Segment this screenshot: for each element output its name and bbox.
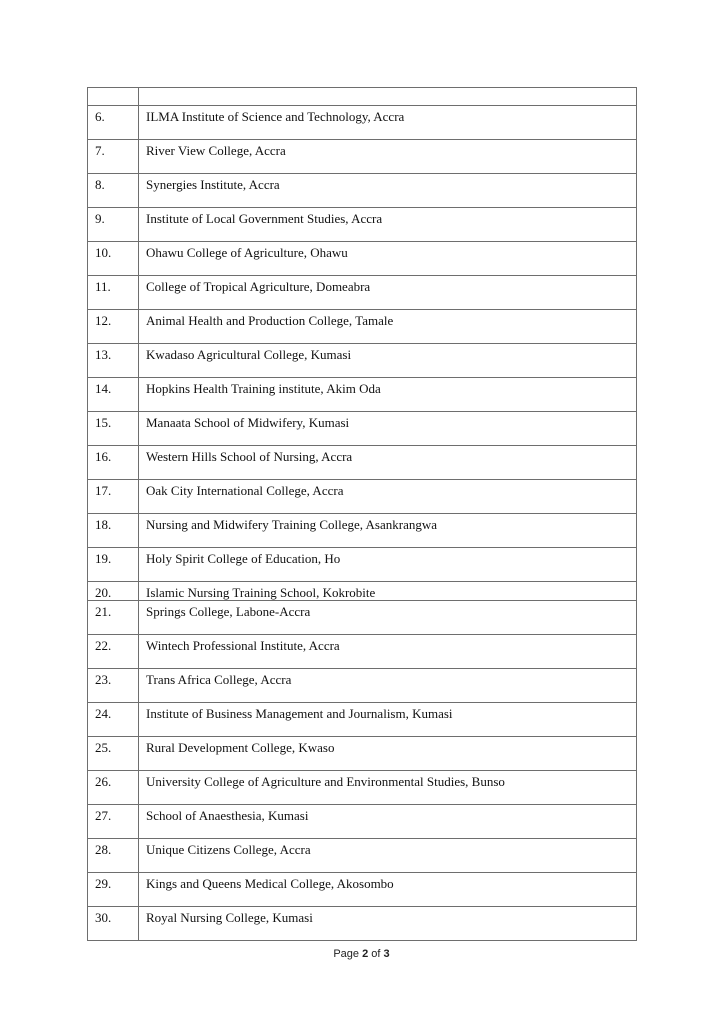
row-number: 11. [88, 276, 139, 310]
row-number: 15. [88, 412, 139, 446]
table-row [88, 737, 637, 771]
table-row [88, 582, 637, 601]
row-number: 30. [88, 907, 139, 941]
table-row [88, 514, 637, 548]
table-row [88, 601, 637, 635]
institution-name: College of Tropical Agriculture, Domeabra [139, 276, 637, 310]
institution-name: Royal Nursing College, Kumasi [139, 907, 637, 941]
table-row [88, 412, 637, 446]
row-number: 20. [88, 582, 139, 601]
row-number: 12. [88, 310, 139, 344]
institution-name: ILMA Institute of Science and Technology, Accra [139, 106, 637, 140]
row-number: 14. [88, 378, 139, 412]
page-footer [0, 948, 723, 960]
table-row [88, 208, 637, 242]
row-number: 10. [88, 242, 139, 276]
row-number: 26. [88, 771, 139, 805]
table-row [88, 635, 637, 669]
footer-page-word: Page [333, 948, 360, 960]
row-number: 16. [88, 446, 139, 480]
institution-name: Unique Citizens College, Accra [139, 839, 637, 873]
blank-cell [139, 88, 637, 106]
institution-name: Ohawu College of Agriculture, Ohawu [139, 242, 637, 276]
institution-name: Manaata School of Midwifery, Kumasi [139, 412, 637, 446]
institution-name: Nursing and Midwifery Training College, Asankrangwa [139, 514, 637, 548]
row-number: 13. [88, 344, 139, 378]
row-number: 6. [88, 106, 139, 140]
footer-total-pages: 3 [383, 948, 390, 960]
table-row [88, 344, 637, 378]
table-row [88, 446, 637, 480]
row-number: 8. [88, 174, 139, 208]
table-row [88, 140, 637, 174]
institution-name: Wintech Professional Institute, Accra [139, 635, 637, 669]
table-row [88, 669, 637, 703]
table-row [88, 242, 637, 276]
row-number: 7. [88, 140, 139, 174]
table-row [88, 378, 637, 412]
institution-name: Oak City International College, Accra [139, 480, 637, 514]
table-row [88, 805, 637, 839]
institutions-table-body [88, 88, 637, 941]
institution-name: Islamic Nursing Training School, Kokrobite [139, 582, 637, 601]
row-number: 25. [88, 737, 139, 771]
row-number: 18. [88, 514, 139, 548]
row-number: 24. [88, 703, 139, 737]
row-number: 23. [88, 669, 139, 703]
table-row [88, 548, 637, 582]
row-number: 17. [88, 480, 139, 514]
table-row [88, 480, 637, 514]
institution-name: Hopkins Health Training institute, Akim Oda [139, 378, 637, 412]
institution-name: Springs College, Labone-Accra [139, 601, 637, 635]
table-row [88, 873, 637, 907]
institution-name: Institute of Local Government Studies, Accra [139, 208, 637, 242]
row-number: 19. [88, 548, 139, 582]
table-row [88, 174, 637, 208]
institution-name: Animal Health and Production College, Tamale [139, 310, 637, 344]
footer-current-page: 2 [362, 948, 369, 960]
institution-name: Kwadaso Agricultural College, Kumasi [139, 344, 637, 378]
table-row [88, 771, 637, 805]
institutions-table [87, 87, 637, 941]
institution-name: Synergies Institute, Accra [139, 174, 637, 208]
row-number: 29. [88, 873, 139, 907]
institution-name: River View College, Accra [139, 140, 637, 174]
institution-name: Kings and Queens Medical College, Akosombo [139, 873, 637, 907]
institution-name: University College of Agriculture and Environmental Studies, Bunso [139, 771, 637, 805]
row-number: 28. [88, 839, 139, 873]
table-row [88, 310, 637, 344]
institution-name: Western Hills School of Nursing, Accra [139, 446, 637, 480]
table-row [88, 907, 637, 941]
footer-of-word: of [371, 948, 381, 960]
row-number: 27. [88, 805, 139, 839]
table-row [88, 276, 637, 310]
institution-name: Institute of Business Management and Journalism, Kumasi [139, 703, 637, 737]
institution-name: School of Anaesthesia, Kumasi [139, 805, 637, 839]
table-row [88, 703, 637, 737]
row-number: 21. [88, 601, 139, 635]
table-blank-row [88, 88, 637, 106]
row-number: 22. [88, 635, 139, 669]
table-row [88, 106, 637, 140]
table-row [88, 839, 637, 873]
blank-cell [88, 88, 139, 106]
institution-name: Holy Spirit College of Education, Ho [139, 548, 637, 582]
row-number: 9. [88, 208, 139, 242]
institution-name: Rural Development College, Kwaso [139, 737, 637, 771]
institution-name: Trans Africa College, Accra [139, 669, 637, 703]
